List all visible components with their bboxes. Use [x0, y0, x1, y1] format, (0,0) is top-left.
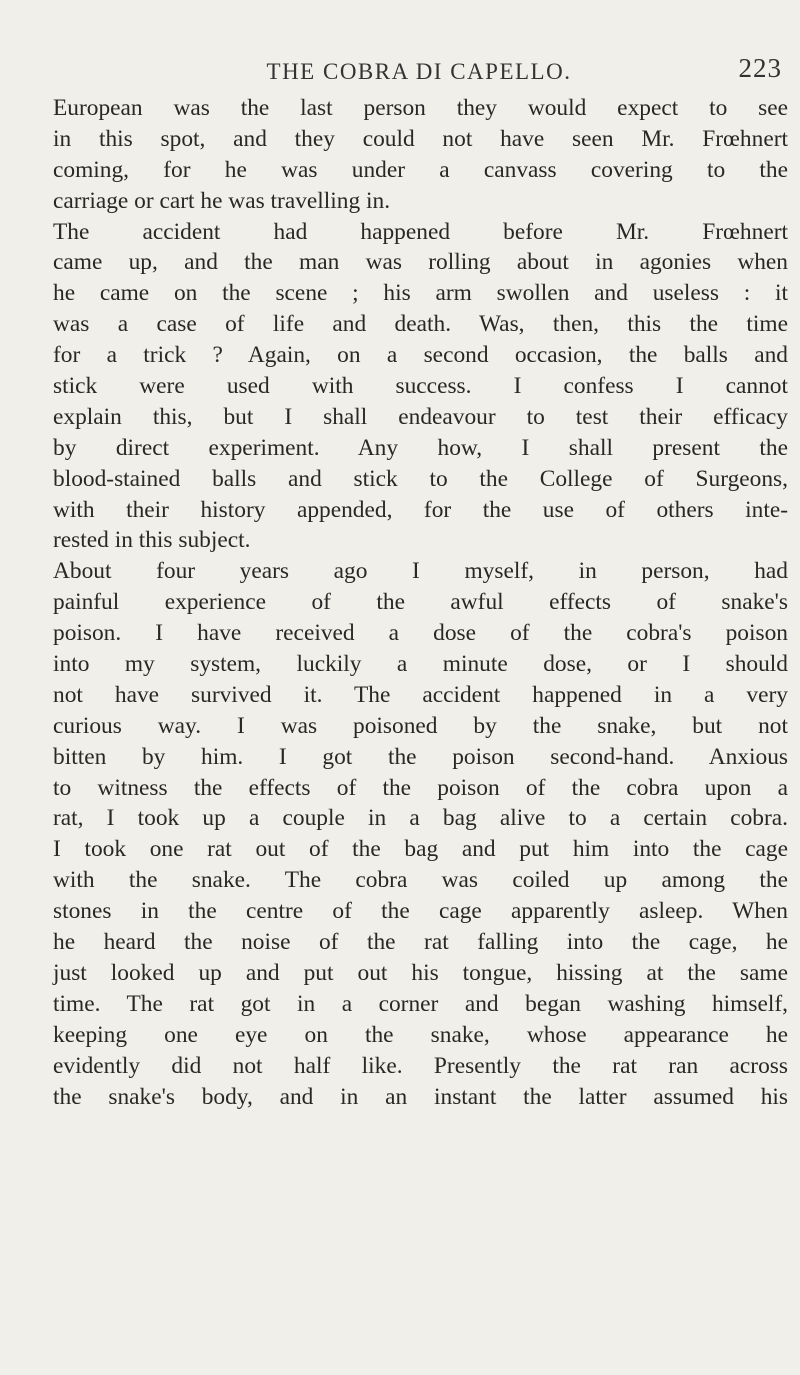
text-line: bitten by him. I got the poison second-hand. Anxious: [53, 743, 788, 770]
text-line: the snake's body, and in an instant the latter assumed his: [53, 1083, 788, 1110]
text-line: by direct experiment. Any how, I shall present the: [53, 434, 788, 461]
text-line: he came on the scene ; his arm swollen and useless : it: [53, 280, 788, 307]
text-line: with the snake. The cobra was coiled up among the: [53, 867, 788, 894]
text-line: for a trick ? Again, on a second occasion, the balls and: [53, 342, 788, 369]
text-line: stick were used with success. I confess I cannot: [53, 373, 788, 400]
text-line: poison. I have received a dose of the cobra's poison: [53, 620, 788, 647]
text-line: into my system, luckily a minute dose, or I should: [53, 651, 788, 678]
text-line: came up, and the man was rolling about in agonies when: [53, 249, 788, 276]
text-line: coming, for he was under a canvass covering to the: [53, 156, 788, 183]
running-title: THE COBRA DI CAPELLO.: [266, 59, 572, 84]
text-line: The accident had happened before Mr. Frœhnert: [53, 218, 788, 245]
text-line: stones in the centre of the cage apparently asleep. When: [53, 898, 788, 925]
text-line: rested in this subject.: [53, 527, 251, 554]
page-number: 223: [738, 53, 782, 83]
text-line: just looked up and put out his tongue, hissing at the same: [53, 959, 788, 986]
text-line: with their history appended, for the use of others inte-: [53, 496, 788, 523]
text-line: About four years ago I myself, in person, had: [53, 558, 788, 585]
running-head: [0, 50, 800, 90]
text-line: blood-stained balls and stick to the College of Surgeons,: [53, 465, 788, 492]
text-line: painful experience of the awful effects of snake's: [53, 589, 788, 616]
text-line: carriage or cart he was travelling in.: [53, 187, 391, 214]
text-line: not have survived it. The accident happened in a very: [53, 681, 788, 708]
text-line: in this spot, and they could not have seen Mr. Frœhnert: [53, 125, 788, 152]
text-line: time. The rat got in a corner and began washing himself,: [53, 990, 788, 1017]
text-line: rat, I took up a couple in a bag alive to a certain cobra.: [53, 805, 788, 832]
text-line: evidently did not half like. Presently the rat ran across: [53, 1052, 788, 1079]
text-line: keeping one eye on the snake, whose appearance he: [53, 1021, 788, 1048]
text-line: was a case of life and death. Was, then, this the time: [53, 311, 788, 338]
text-line: explain this, but I shall endeavour to test their efficacy: [53, 403, 788, 430]
body-text: [53, 93, 788, 1112]
text-line: curious way. I was poisoned by the snake, but not: [53, 712, 788, 739]
text-line: European was the last person they would expect to see: [53, 95, 788, 121]
text-line: I took one rat out of the bag and put him into the cage: [53, 836, 788, 863]
text-line: he heard the noise of the rat falling into the cage, he: [53, 929, 788, 956]
text-line: to witness the effects of the poison of the cobra upon a: [53, 774, 788, 801]
